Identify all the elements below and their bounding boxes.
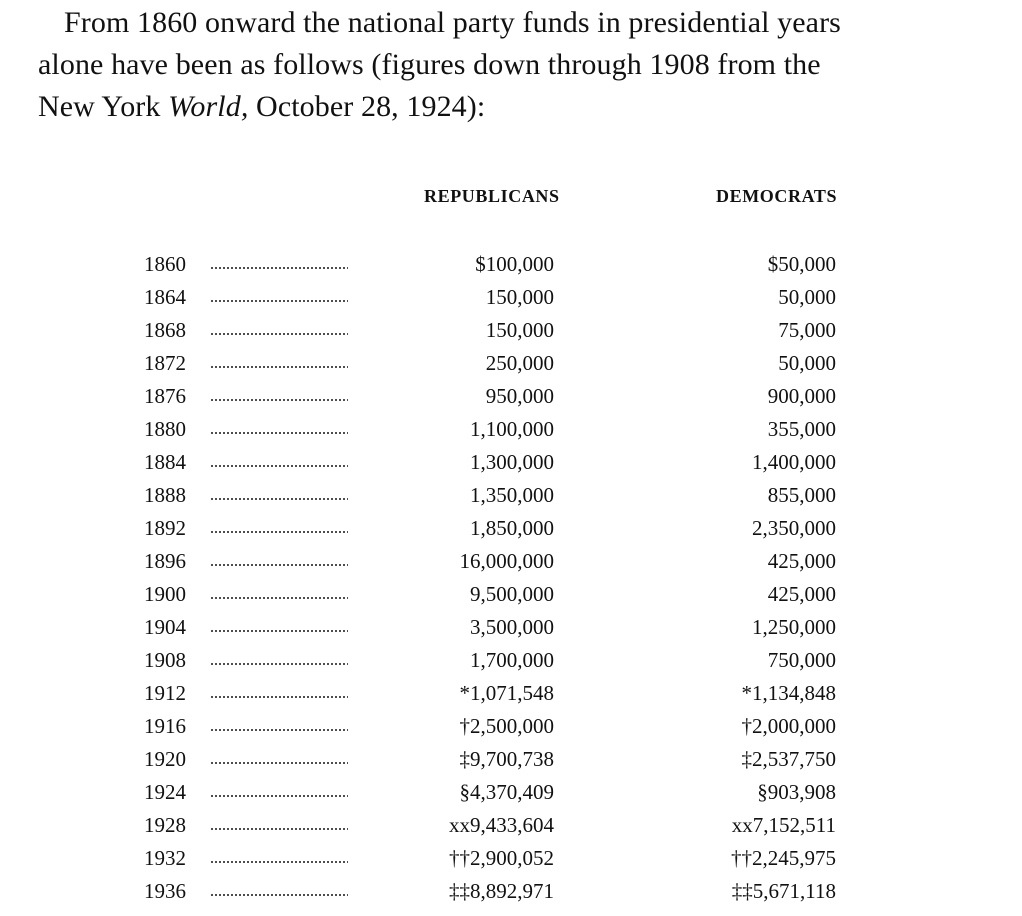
dot-leader: [210, 531, 348, 533]
year-cell: 1872: [144, 351, 186, 375]
dot-leader: [210, 399, 348, 401]
republican-funds-cell: 1,100,000: [470, 417, 554, 441]
table-row: [0, 446, 1022, 479]
democrat-funds-cell: xx7,152,511: [731, 813, 836, 837]
party-funds-table: [0, 248, 1022, 908]
table-row: [0, 479, 1022, 512]
table-row: [0, 776, 1022, 809]
republican-funds-cell: 250,000: [485, 351, 554, 375]
democrat-funds-cell: §903,908: [757, 780, 836, 804]
dot-leader: [210, 498, 348, 500]
intro-paragraph: [38, 2, 988, 128]
year-cell: 1892: [144, 516, 186, 540]
table-row: [0, 710, 1022, 743]
year-cell: 1876: [144, 384, 186, 408]
republicans-column-header: REPUBLICANS: [424, 186, 560, 206]
year-cell: 1908: [144, 648, 186, 672]
intro-line-1: From 1860 onward the national party funds in presidential years: [64, 6, 841, 39]
democrat-funds-cell: 900,000: [767, 384, 836, 408]
year-cell: 1868: [144, 318, 186, 342]
republican-funds-cell: ††2,900,052: [449, 846, 554, 870]
year-cell: 1920: [144, 747, 186, 771]
year-cell: 1888: [144, 483, 186, 507]
table-row: [0, 875, 1022, 908]
republican-funds-cell: 1,350,000: [470, 483, 554, 507]
table-row: [0, 809, 1022, 842]
republican-funds-cell: †2,500,000: [459, 714, 554, 738]
year-cell: 1904: [144, 615, 186, 639]
dot-leader: [210, 465, 348, 467]
table-row: [0, 578, 1022, 611]
year-cell: 1932: [144, 846, 186, 870]
dot-leader: [210, 333, 348, 335]
year-cell: 1864: [144, 285, 186, 309]
democrats-column-header: DEMOCRATS: [716, 186, 838, 206]
newspaper-title: World,: [168, 90, 249, 123]
table-row: [0, 512, 1022, 545]
republican-funds-cell: 1,850,000: [470, 516, 554, 540]
democrat-funds-cell: 855,000: [767, 483, 836, 507]
dot-leader: [210, 729, 348, 731]
republican-funds-cell: 1,300,000: [470, 450, 554, 474]
democrat-funds-cell: *1,134,848: [741, 681, 836, 705]
democrat-funds-cell: 50,000: [778, 285, 836, 309]
dot-leader: [210, 564, 348, 566]
intro-line-3: [38, 86, 988, 128]
intro-line-3-end: October 28, 1924):: [248, 90, 486, 123]
year-cell: 1924: [144, 780, 186, 804]
year-cell: 1912: [144, 681, 186, 705]
year-cell: 1884: [144, 450, 186, 474]
democrat-funds-cell: ‡‡5,671,118: [731, 879, 836, 903]
year-cell: 1860: [144, 252, 186, 276]
republican-funds-cell: ‡‡8,892,971: [449, 879, 554, 903]
table-row: [0, 281, 1022, 314]
democrat-funds-cell: †2,000,000: [741, 714, 836, 738]
year-cell: 1896: [144, 549, 186, 573]
dot-leader: [210, 828, 348, 830]
year-cell: 1936: [144, 879, 186, 903]
democrat-funds-cell: 355,000: [767, 417, 836, 441]
democrat-funds-cell: 75,000: [778, 318, 836, 342]
dot-leader: [210, 300, 348, 302]
table-row: [0, 380, 1022, 413]
republican-funds-cell: $100,000: [475, 252, 554, 276]
intro-line-2: alone have been as follows (figures down through 1908 from the: [38, 48, 821, 81]
table-row: [0, 545, 1022, 578]
year-cell: 1928: [144, 813, 186, 837]
table-row: [0, 413, 1022, 446]
table-row: [0, 248, 1022, 281]
dot-leader: [210, 795, 348, 797]
democrat-funds-cell: 1,400,000: [752, 450, 836, 474]
democrat-funds-cell: 2,350,000: [752, 516, 836, 540]
dot-leader: [210, 597, 348, 599]
table-row: [0, 347, 1022, 380]
democrat-funds-cell: 50,000: [778, 351, 836, 375]
dot-leader: [210, 663, 348, 665]
democrat-funds-cell: 425,000: [767, 582, 836, 606]
dot-leader: [210, 432, 348, 434]
republican-funds-cell: xx9,433,604: [449, 813, 554, 837]
republican-funds-cell: 950,000: [485, 384, 554, 408]
republican-funds-cell: 3,500,000: [470, 615, 554, 639]
dot-leader: [210, 894, 348, 896]
republican-funds-cell: 9,500,000: [470, 582, 554, 606]
republican-funds-cell: ‡9,700,738: [459, 747, 554, 771]
intro-line-3-start: New York: [38, 90, 169, 123]
republican-funds-cell: 150,000: [485, 285, 554, 309]
dot-leader: [210, 630, 348, 632]
dot-leader: [210, 762, 348, 764]
dot-leader: [210, 696, 348, 698]
democrat-funds-cell: ††2,245,975: [731, 846, 836, 870]
republican-funds-cell: 16,000,000: [459, 549, 554, 573]
table-row: [0, 677, 1022, 710]
table-row: [0, 842, 1022, 875]
year-cell: 1880: [144, 417, 186, 441]
republican-funds-cell: *1,071,548: [459, 681, 554, 705]
table-row: [0, 314, 1022, 347]
democrat-funds-cell: 750,000: [767, 648, 836, 672]
dot-leader: [210, 861, 348, 863]
table-row: [0, 644, 1022, 677]
year-cell: 1916: [144, 714, 186, 738]
democrat-funds-cell: 1,250,000: [752, 615, 836, 639]
dot-leader: [210, 366, 348, 368]
republican-funds-cell: §4,370,409: [459, 780, 554, 804]
dot-leader: [210, 267, 348, 269]
democrat-funds-cell: $50,000: [767, 252, 836, 276]
democrat-funds-cell: ‡2,537,750: [741, 747, 836, 771]
table-row: [0, 743, 1022, 776]
democrat-funds-cell: 425,000: [767, 549, 836, 573]
table-row: [0, 611, 1022, 644]
year-cell: 1900: [144, 582, 186, 606]
republican-funds-cell: 150,000: [485, 318, 554, 342]
republican-funds-cell: 1,700,000: [470, 648, 554, 672]
